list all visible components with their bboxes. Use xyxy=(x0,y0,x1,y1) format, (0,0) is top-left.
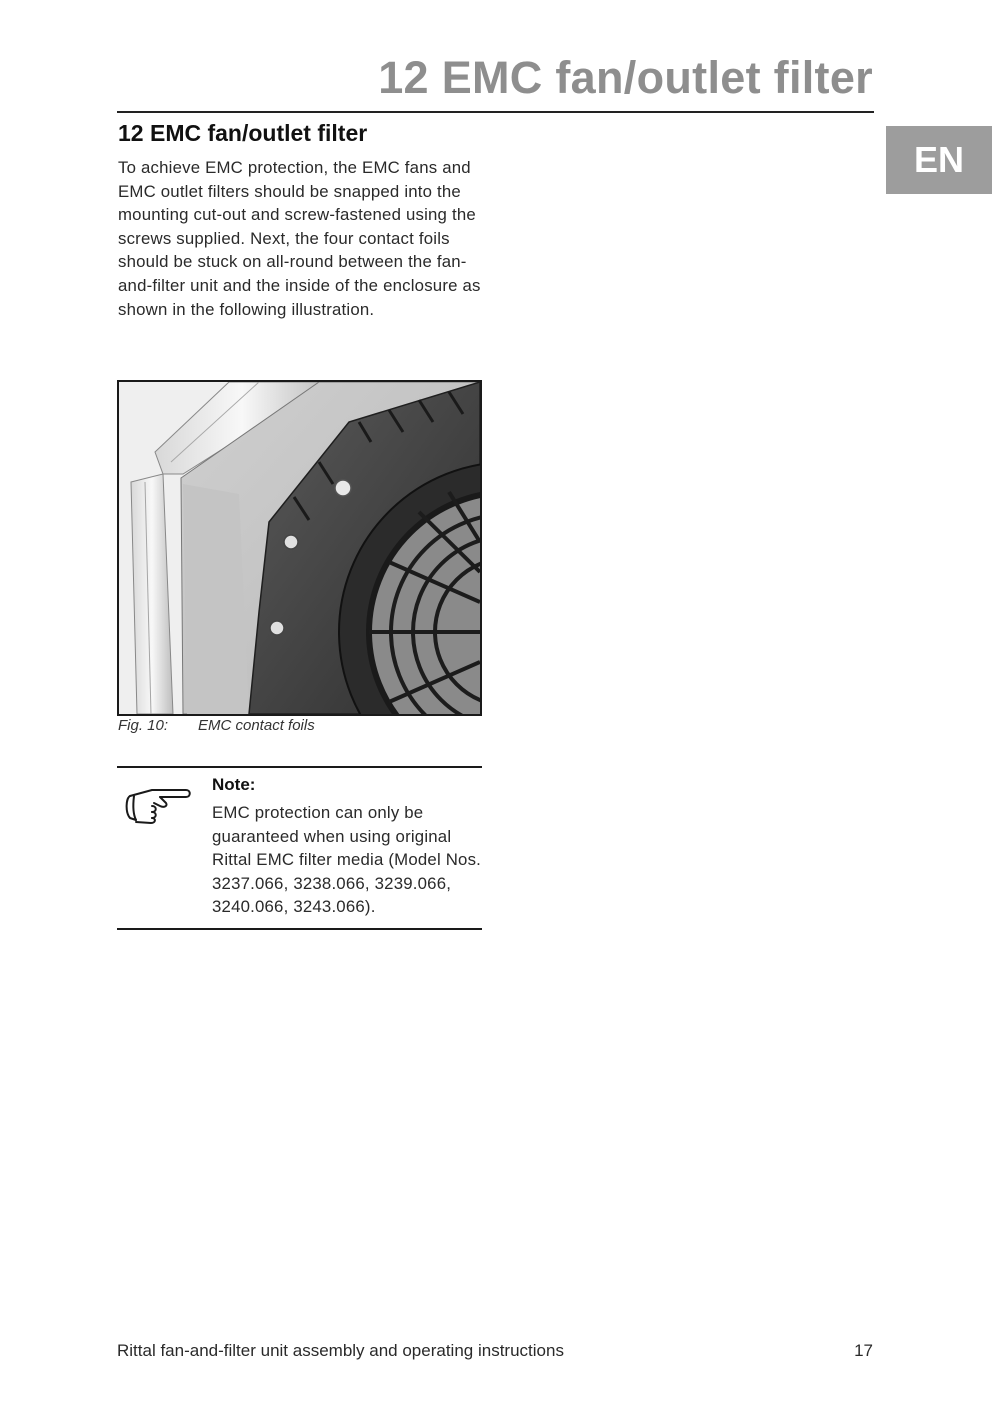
note-text: EMC protection can only be guaranteed when using original Rittal EMC filter media (Model Nos. 3237.066, 3238.066, 3239.066, 3240.066, 3243.066). xyxy=(212,803,482,917)
figure-emc-contact-foils xyxy=(117,380,482,716)
section-title: 12 EMC fan/outlet filter xyxy=(118,120,368,146)
page-number: 17 xyxy=(854,1341,873,1360)
running-header-title: 12 EMC fan/outlet filter xyxy=(378,52,873,103)
note-heading: Note: xyxy=(212,775,256,794)
header-rule xyxy=(117,111,874,113)
figure-caption xyxy=(118,717,315,734)
footer-text: Rittal fan-and-filter unit assembly and operating instructions xyxy=(117,1341,564,1360)
language-tab: EN xyxy=(886,126,992,194)
figure-number: Fig. 10: xyxy=(118,717,169,734)
section-body: To achieve EMC protection, the EMC fans and EMC outlet filters should be snapped into the mounting cut-out and screw-fastened using the screws supplied. Next, the four contact foils should be stuck on all-round between the fan-and-filter unit and the inside of the enclosure as shown in the following illustration. xyxy=(118,158,481,319)
note-rule-top xyxy=(117,766,482,768)
figure-caption-text: EMC contact foils xyxy=(198,717,315,734)
pointing-hand-icon xyxy=(122,784,194,826)
note-rule-bottom xyxy=(117,928,482,930)
illustration-fan-filter xyxy=(119,382,480,714)
